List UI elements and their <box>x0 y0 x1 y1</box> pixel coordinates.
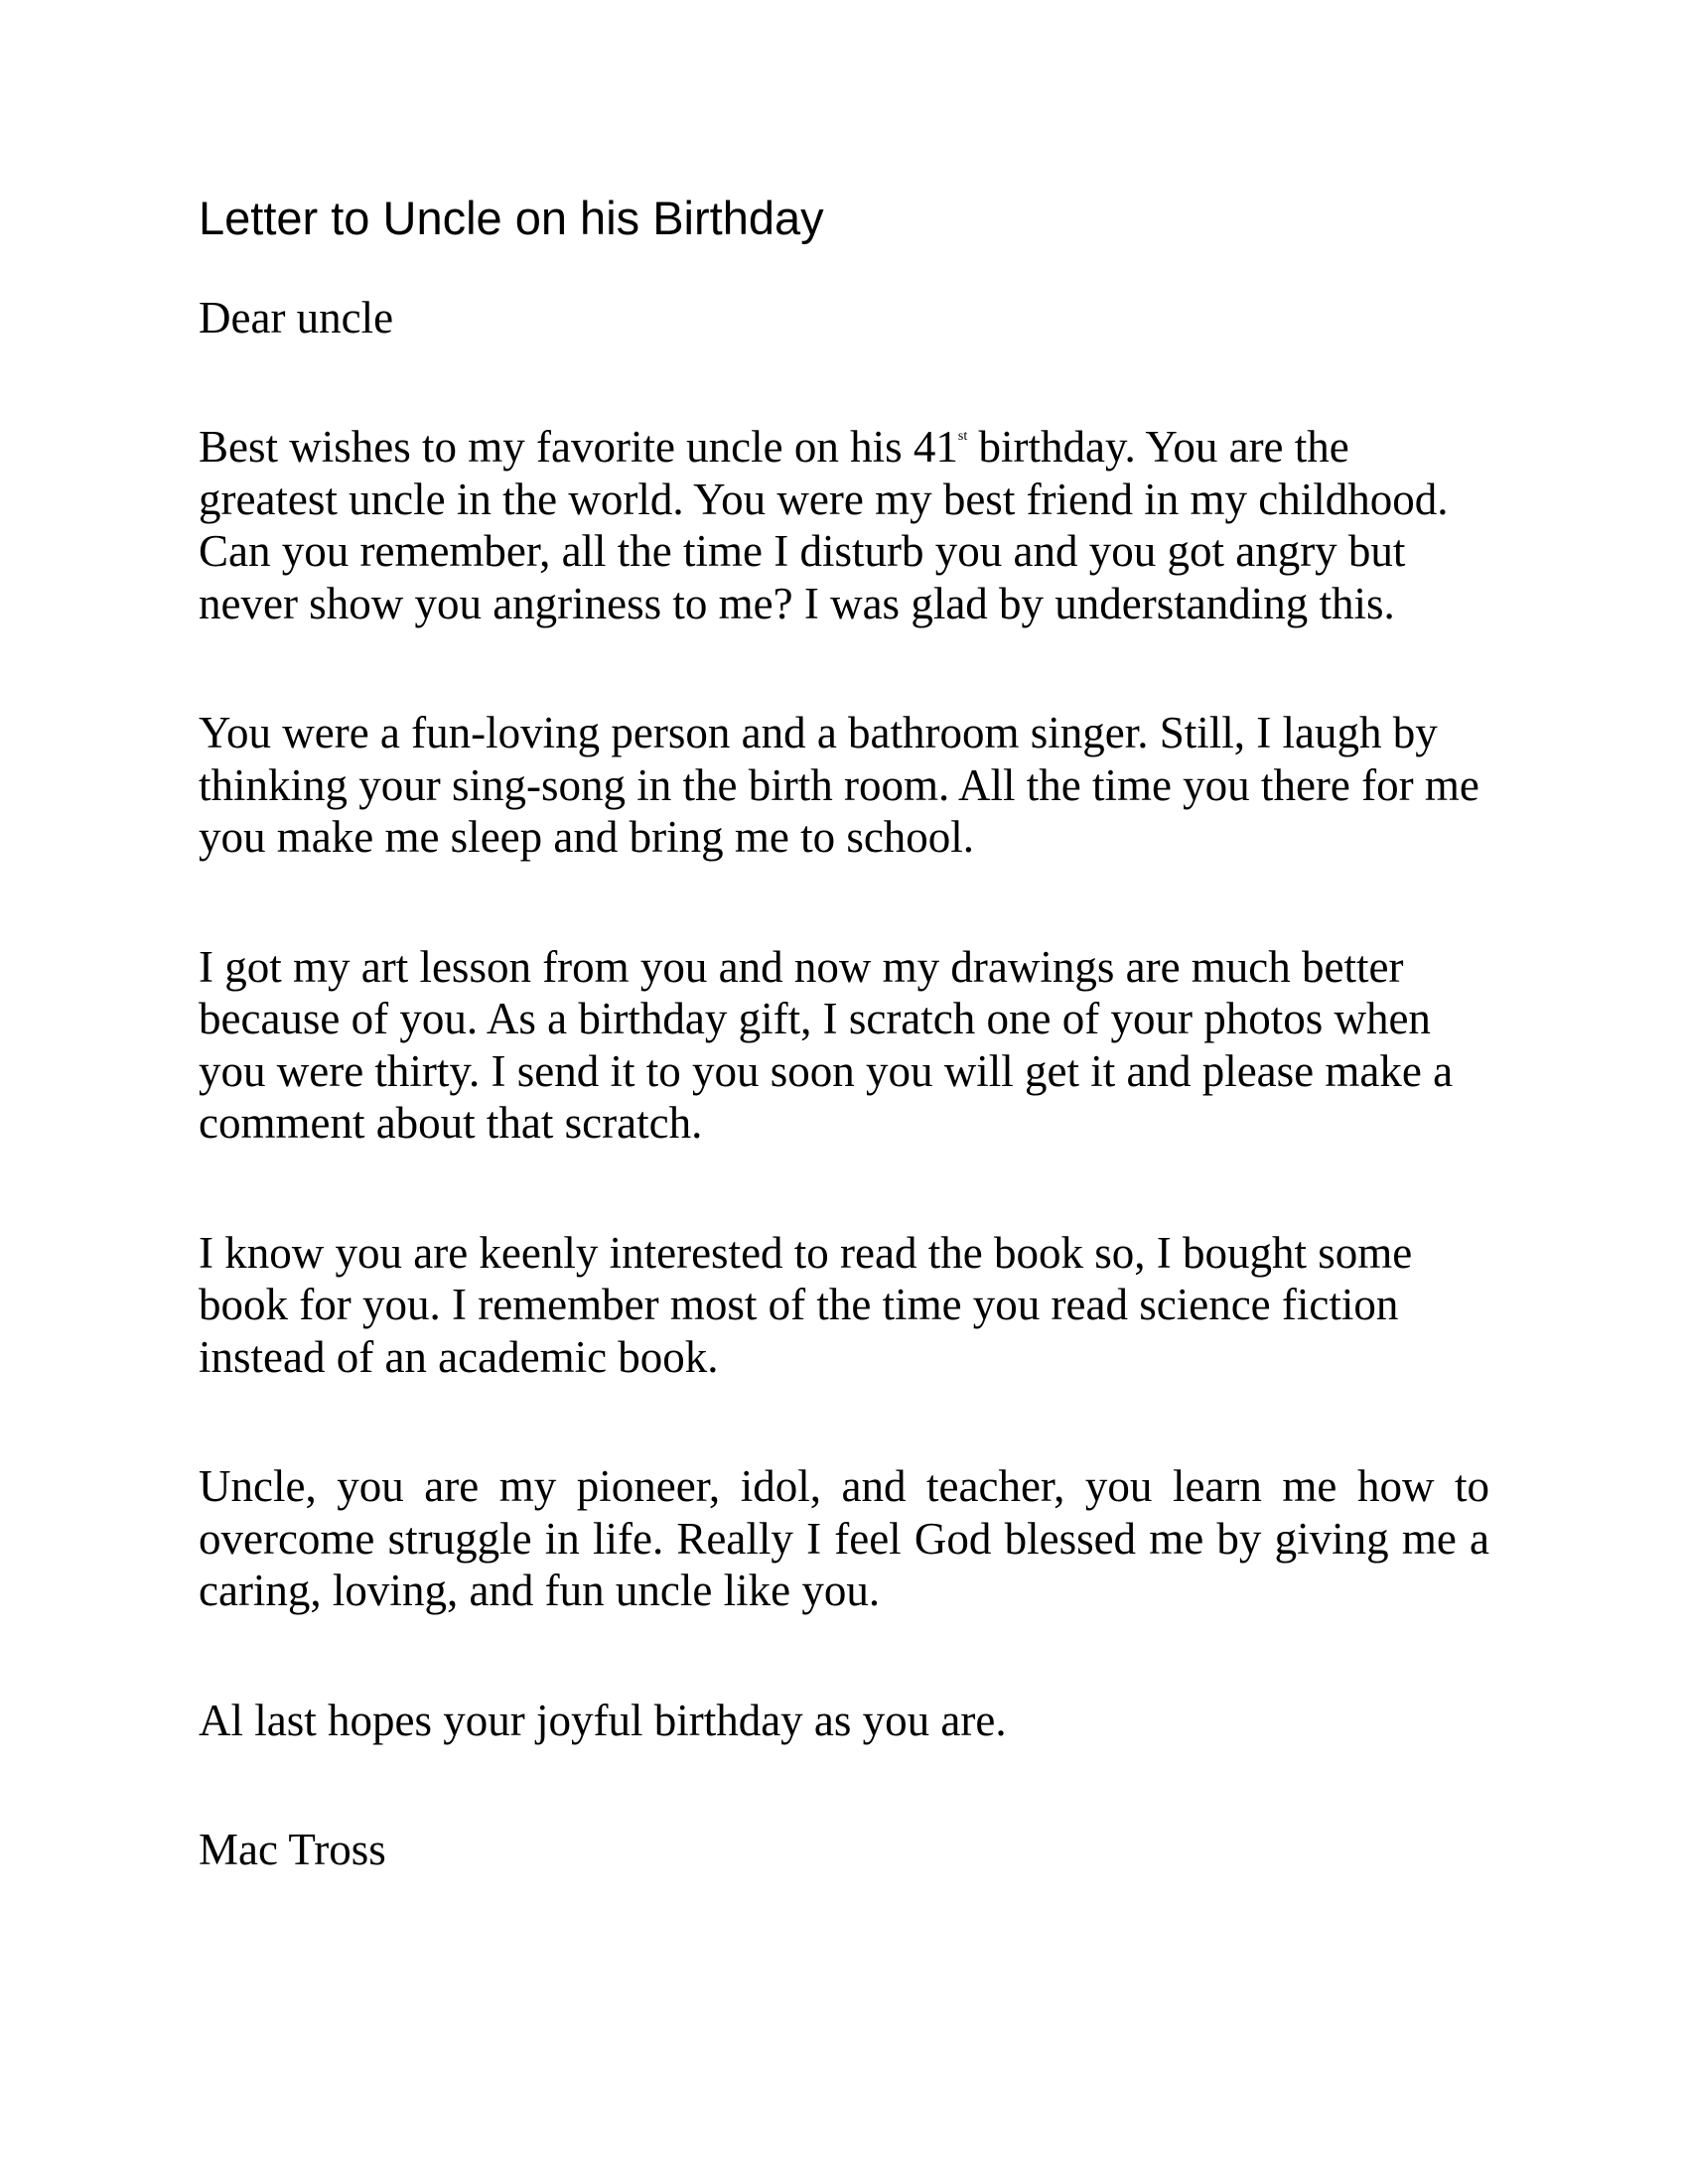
paragraph-2: You were a fun-loving person and a bathroom singer. Still, I laugh by thinking your sing-song in the birth room. All the time you there for me you make me sleep and bring me to school. <box>199 708 1479 862</box>
letter-title: Letter to Uncle on his Birthday <box>199 192 824 244</box>
closing-line: Al last hopes your joyful birthday as you are. <box>199 1695 1007 1745</box>
paragraph-4: I know you are keenly interested to read the book so, I bought some book for you. I remember most of the time you read science fiction instead of an academic book. <box>199 1227 1413 1382</box>
letter-page <box>199 191 1489 1875</box>
paragraph-1 <box>199 421 1489 629</box>
paragraph-5: Uncle, you are my pioneer, idol, and teacher, you learn me how to overcome struggle in life. Really I feel God blessed me by giving me a caring, loving, and fun uncle like you. <box>199 1461 1489 1615</box>
paragraph-1-rest: birthday. You are the greatest uncle in the world. You were my best friend in my childhood. Can you remember, all the time I disturb you and you got angry but never show you angriness to me? I was glad by understanding this. <box>199 422 1449 628</box>
paragraph-1-start: Best wishes to my favorite uncle on his 41 <box>199 422 958 472</box>
signature: Mac Tross <box>199 1825 386 1874</box>
paragraph-3: I got my art lesson from you and now my drawings are much better because of you. As a birthday gift, I scratch one of your photos when you were thirty. I send it to you soon you will get it and please make a comment about that scratch. <box>199 941 1454 1148</box>
letter-greeting: Dear uncle <box>199 293 394 342</box>
ordinal-suffix: st <box>957 429 968 444</box>
